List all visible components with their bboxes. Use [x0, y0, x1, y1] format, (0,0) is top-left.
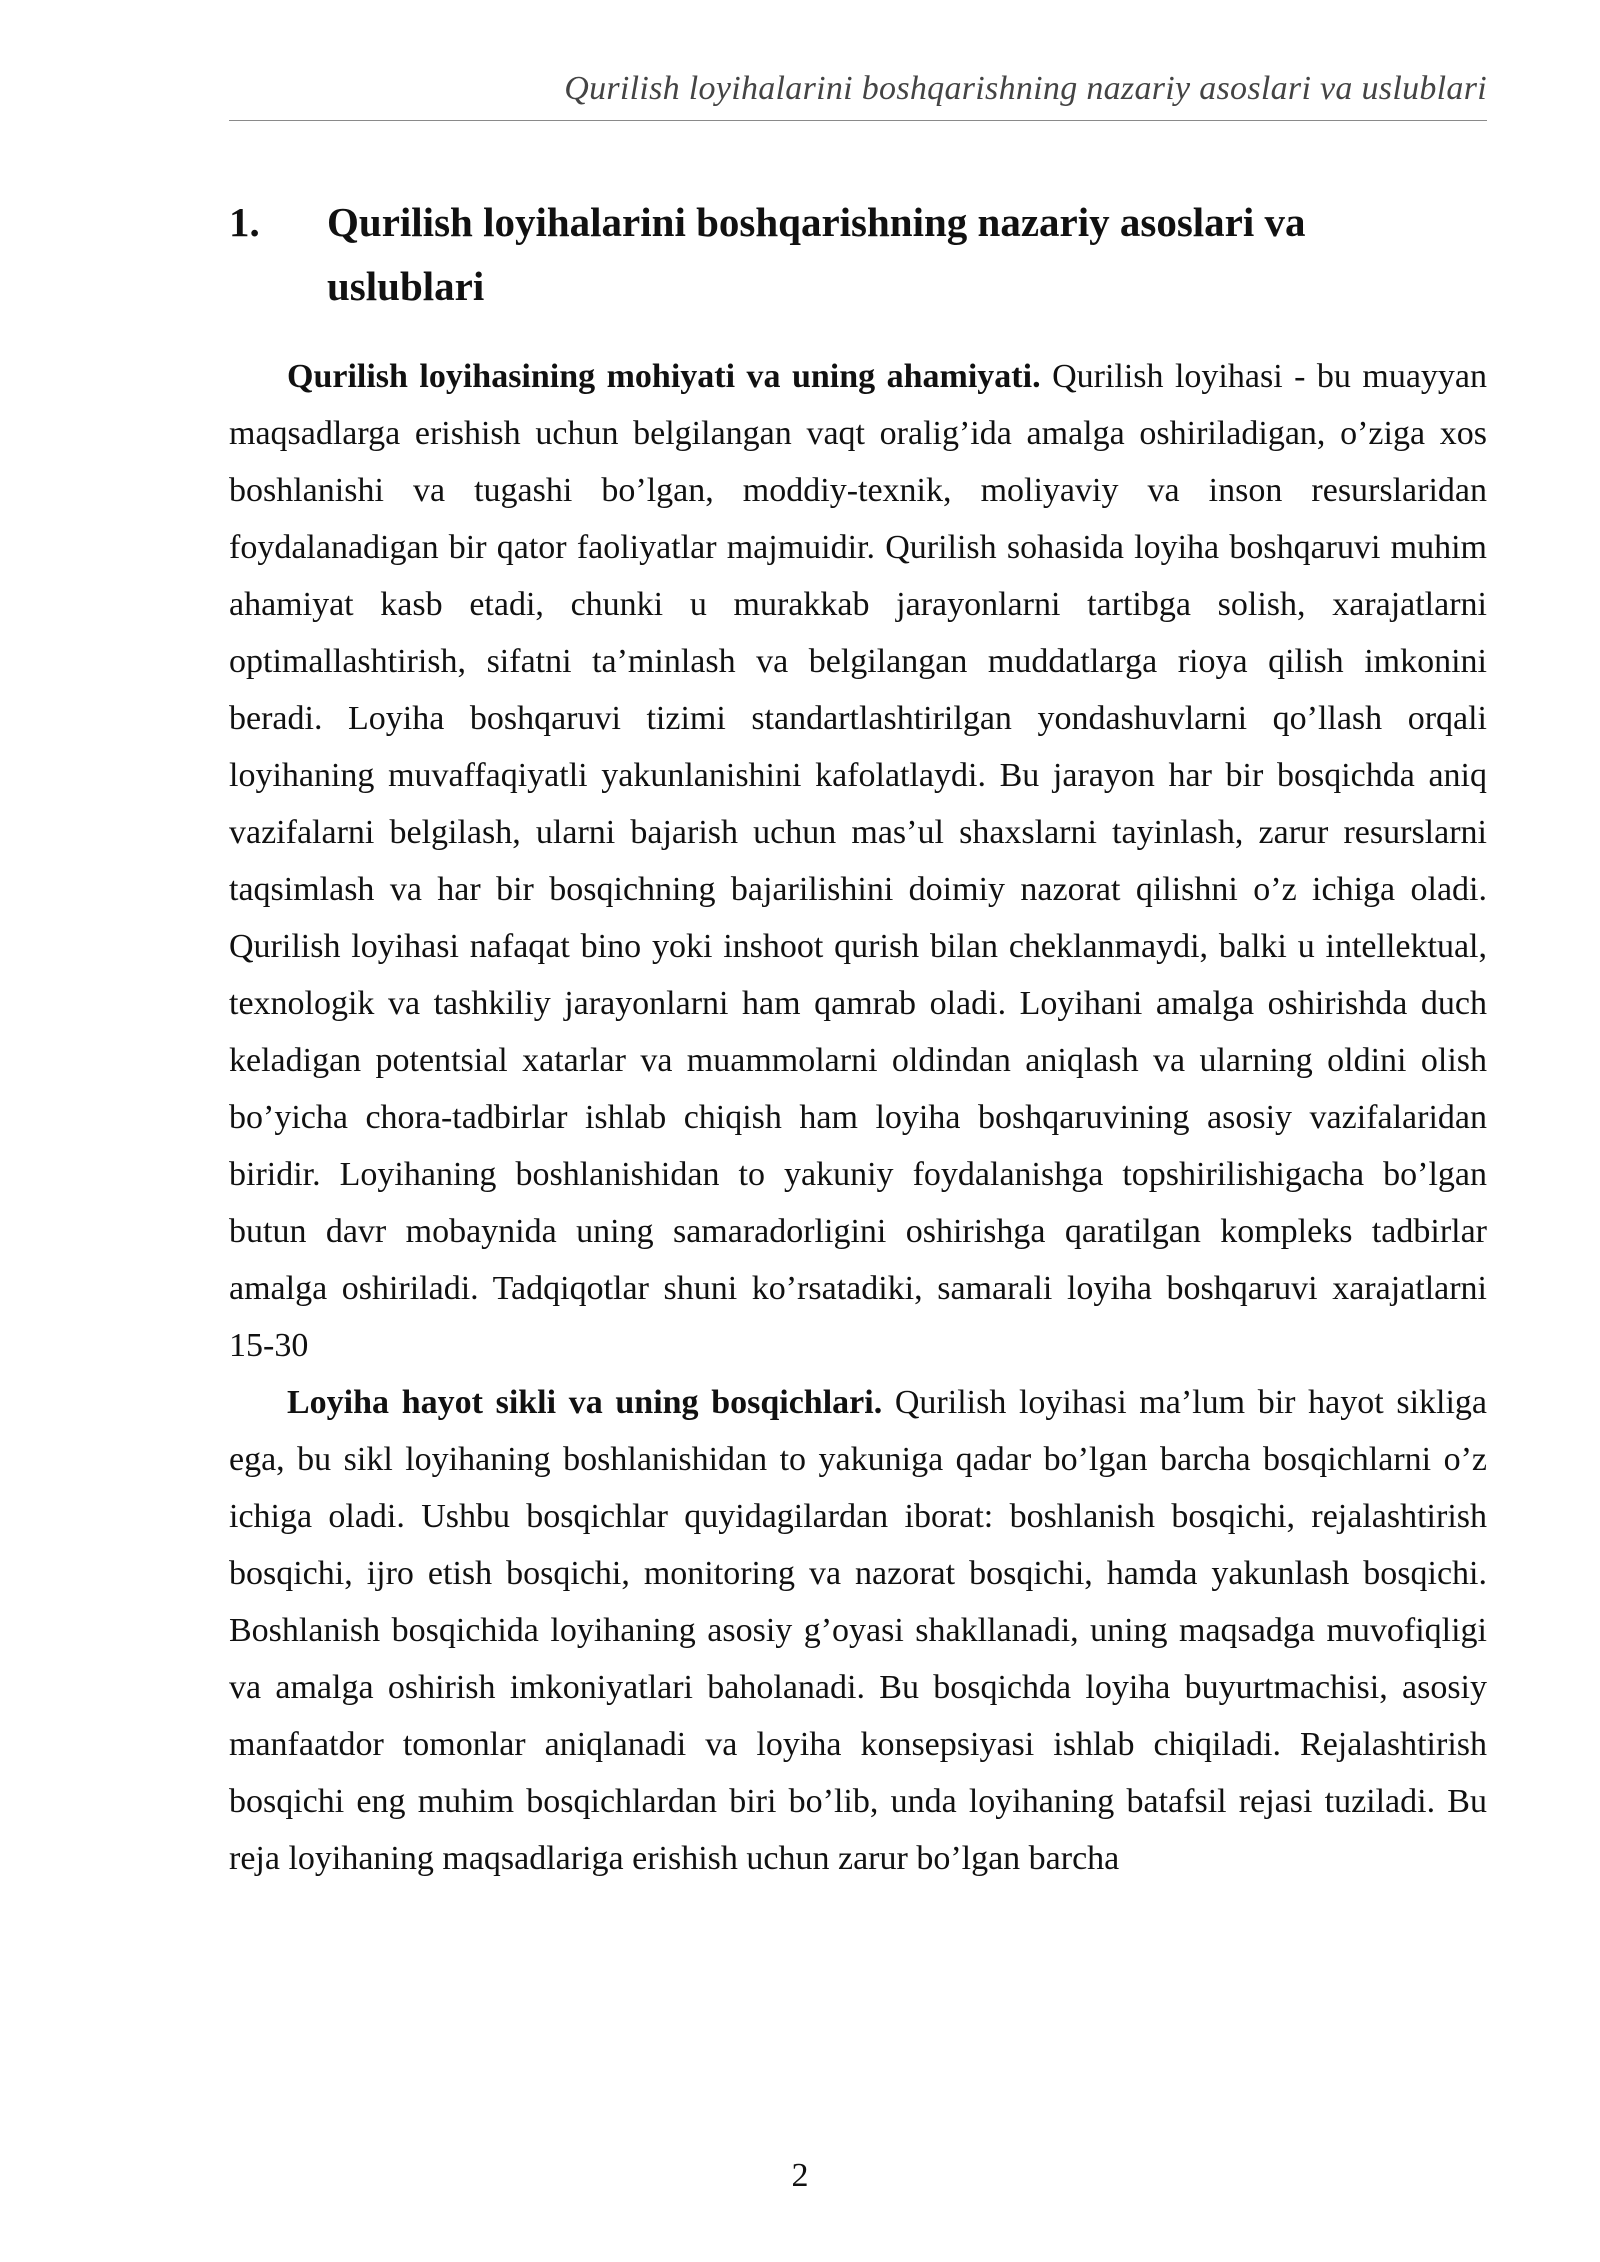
paragraph-1 [229, 348, 1487, 1374]
chapter-number: 1. [229, 199, 260, 245]
chapter-title: Qurilish loyihalarini boshqarishning nazariy asoslari va uslublari [327, 199, 1306, 309]
paragraph-2-text: Qurilish loyihasi ma’lum bir hayot sikliga ega, bu sikl loyihaning boshlanishidan to yakuniga qadar bo’lgan barcha bosqichlarni o’z ichiga oladi. Ushbu bosqichlar quyidagilardan iborat: boshlanish bosqichi, rejalashtirish bosqichi, ijro etish bosqichi, monitoring va nazorat bosqichi, hamda yakunlash bosqichi. Boshlanish bosqichida loyihaning asosiy g’oyasi shakllanadi, uning maqsadga muvofiqligi va amalga oshirish imkoniyatlari baholanadi. Bu bosqichda loyiha buyurtmachisi, asosiy manfaatdor tomonlar aniqlanadi va loyiha konsepsiyasi ishlab chiqiladi. Rejalashtirish bosqichi eng muhim bosqichlardan biri bo’lib, unda loyihaning batafsil rejasi tuziladi. Bu reja loyihaning maqsadlariga erishish uchun zarur bo’lgan barcha [229, 1384, 1488, 1877]
body-text [229, 348, 1487, 1887]
running-header: Qurilish loyihalarini boshqarishning nazariy asoslari va uslublari [564, 70, 1487, 107]
header-rule [229, 120, 1487, 121]
paragraph-2 [229, 1374, 1487, 1887]
chapter-heading [229, 190, 1379, 318]
paragraph-1-lead: Qurilish loyihasining mohiyati va uning ahamiyati. [287, 358, 1041, 395]
paragraph-2-lead: Loyiha hayot sikli va uning bosqichlari. [287, 1384, 883, 1421]
page-number: 2 [791, 2157, 809, 2194]
paragraph-1-text: Qurilish loyihasi - bu muayyan maqsadlarga erishish uchun belgilangan vaqt oralig’ida amalga oshiriladigan, o’ziga xos boshlanishi va tugashi bo’lgan, moddiy-texnik, moliyaviy va inson resurslaridan foydalanadigan bir qator faoliyatlar majmuidir. Qurilish sohasida loyiha boshqaruvi muhim ahamiyat kasb etadi, chunki u murakkab jarayonlarni tartibga solish, xarajatlarni optimallashtirish, sifatni ta’minlash va belgilangan muddatlarga rioya qilish imkonini beradi. Loyiha boshqaruvi tizimi standartlashtirilgan yondashuvlarni qo’llash orqali loyihaning muvaffaqiyatli yakunlanishini kafolatlaydi. Bu jarayon har bir bosqichda aniq vazifalarni belgilash, ularni bajarish uchun mas’ul shaxslarni tayinlash, zarur resurslarni taqsimlash va har bir bosqichning bajarilishini doimiy nazorat qilishni o’z ichiga oladi. Qurilish loyihasi nafaqat bino yoki inshoot qurish bilan cheklanmaydi, balki u intellektual, texnologik va tashkiliy jarayonlarni ham qamrab oladi. Loyihani amalga oshirishda duch keladigan potentsial xatarlar va muammolarni oldindan aniqlash va ularning oldini olish bo’yicha chora-tadbirlar ishlab chiqish ham loyiha boshqaruvining asosiy vazifalaridan biridir. Loyihaning boshlanishidan to yakuniy foydalanishga topshirilishigacha bo’lgan butun davr mobaynida uning samaradorligini oshirishga qaratilgan kompleks tadbirlar amalga oshiriladi. Tadqiqotlar shuni ko’rsatadiki, samarali loyiha boshqaruvi xarajatlarni 15-30 [229, 358, 1487, 1364]
